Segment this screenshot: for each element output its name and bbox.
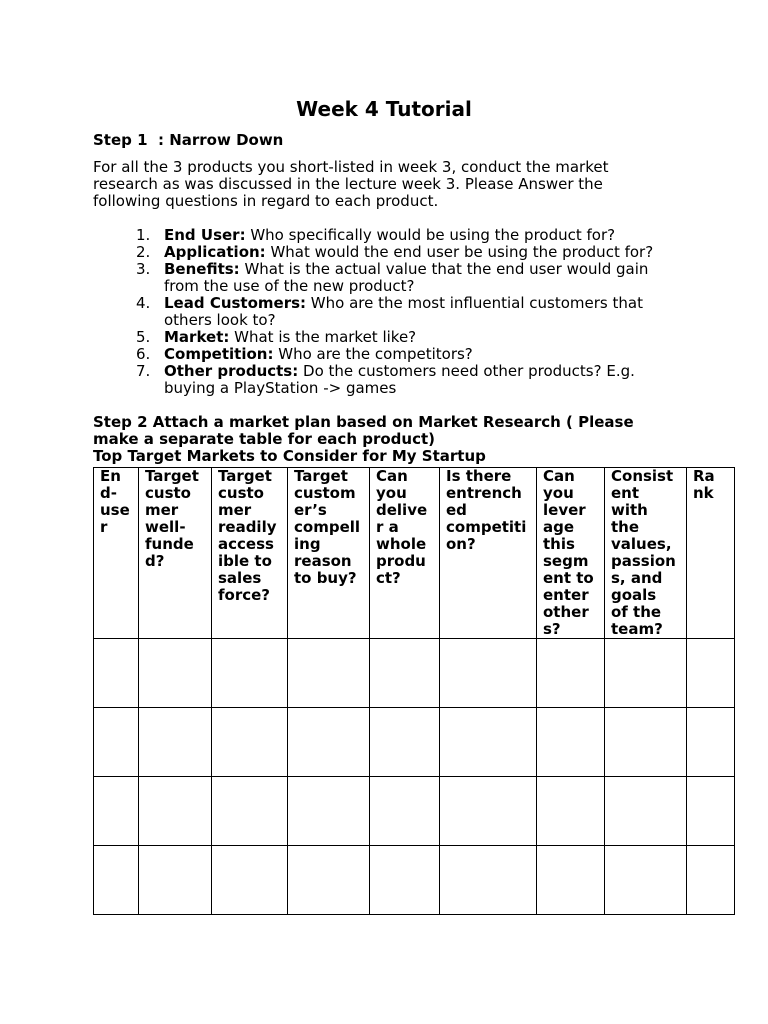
table-cell: [94, 639, 139, 708]
column-header-text: entrench: [446, 484, 522, 502]
column-header-text: Can: [543, 467, 575, 485]
question-number: 2.: [136, 243, 151, 261]
table-cell: [537, 846, 605, 915]
column-header-text: funde: [145, 535, 194, 553]
column-header-text: passion: [611, 552, 676, 570]
table-cell: [605, 846, 687, 915]
column-header-text: force?: [218, 586, 270, 604]
table-cell: [212, 639, 288, 708]
table-cell: [288, 777, 370, 846]
column-header-text: Consist: [611, 467, 674, 485]
table-cell: [139, 639, 212, 708]
question-number: 5.: [136, 328, 151, 346]
table-cell: [212, 846, 288, 915]
intro-line: For all the 3 products you short-listed in week 3, conduct the market: [93, 158, 609, 176]
question-item: [136, 329, 696, 346]
column-header-text: use: [100, 501, 130, 519]
table-cell: [537, 639, 605, 708]
column-header: [212, 468, 288, 639]
table-cell: [440, 639, 537, 708]
question-text: from the use of the new product?: [164, 277, 415, 295]
column-header-text: Target: [218, 467, 272, 485]
table-cell: [94, 708, 139, 777]
step2-heading: [93, 414, 733, 465]
column-header-text: nk: [693, 484, 714, 502]
column-header: [139, 468, 212, 639]
column-header-text: age: [543, 518, 575, 536]
column-header-text: you: [543, 484, 574, 502]
table-cell: [212, 708, 288, 777]
column-header: [94, 468, 139, 639]
question-item: [136, 363, 696, 397]
column-header-text: readily: [218, 518, 277, 536]
intro-paragraph: [93, 159, 693, 210]
table-cell: [212, 777, 288, 846]
table-row: [94, 846, 735, 915]
table-cell: [370, 846, 440, 915]
column-header-text: En: [100, 467, 121, 485]
table-cell: [370, 708, 440, 777]
column-header-text: Can: [376, 467, 408, 485]
table-cell: [370, 639, 440, 708]
question-number: 3.: [136, 260, 151, 278]
table-cell: [440, 708, 537, 777]
column-header-text: reason: [294, 552, 352, 570]
column-header-text: mer: [145, 501, 179, 519]
column-header-text: the: [611, 518, 640, 536]
column-header-text: er’s: [294, 501, 327, 519]
question-text: Do the customers need other products? E.g.: [298, 362, 635, 380]
question-label: Other products:: [164, 362, 299, 380]
column-header-text: to buy?: [294, 569, 357, 587]
column-header-text: ent: [611, 484, 640, 502]
column-header-text: custo: [218, 484, 264, 502]
question-text: others look to?: [164, 311, 276, 329]
table-cell: [94, 777, 139, 846]
column-header: [440, 468, 537, 639]
column-header: [288, 468, 370, 639]
step1-heading: Step 1 : Narrow Down: [93, 131, 284, 149]
table-cell: [605, 708, 687, 777]
table-row: [94, 777, 735, 846]
column-header-text: d?: [145, 552, 165, 570]
column-header-text: r a: [376, 518, 399, 536]
column-header-text: whole: [376, 535, 427, 553]
column-header-text: access: [218, 535, 274, 553]
column-header-text: ing: [294, 535, 321, 553]
table-cell: [370, 777, 440, 846]
column-header-text: mer: [218, 501, 252, 519]
column-header-text: d-: [100, 484, 117, 502]
column-header-text: custom: [294, 484, 356, 502]
column-header-text: enter: [543, 586, 589, 604]
question-list: [136, 227, 696, 397]
column-header-text: sales: [218, 569, 262, 587]
question-label: Market:: [164, 328, 230, 346]
step2-line: make a separate table for each product): [93, 430, 435, 448]
column-header-text: delive: [376, 501, 428, 519]
column-header-text: well-: [145, 518, 186, 536]
page-title: Week 4 Tutorial: [296, 97, 472, 121]
question-item: [136, 244, 696, 261]
column-header-text: segm: [543, 552, 589, 570]
question-label: Benefits:: [164, 260, 240, 278]
column-header-text: team?: [611, 620, 663, 638]
column-header-text: you: [376, 484, 407, 502]
column-header-text: other: [543, 603, 589, 621]
step2-line: Step 2 Attach a market plan based on Market Research ( Please: [93, 413, 634, 431]
column-header-text: ent to: [543, 569, 594, 587]
column-header-text: produ: [376, 552, 426, 570]
column-header-text: ct?: [376, 569, 401, 587]
column-header-text: lever: [543, 501, 586, 519]
target-markets-table: [93, 467, 735, 915]
column-header: [537, 468, 605, 639]
question-label: Lead Customers:: [164, 294, 307, 312]
question-label: Application:: [164, 243, 266, 261]
column-header-text: with: [611, 501, 648, 519]
table-cell: [687, 777, 735, 846]
question-number: 4.: [136, 294, 151, 312]
question-item: [136, 346, 696, 363]
column-header-text: on?: [446, 535, 476, 553]
question-text: What would the end user be using the product for?: [265, 243, 654, 261]
question-number: 7.: [136, 362, 151, 380]
column-header-text: Target: [145, 467, 199, 485]
table-cell: [288, 639, 370, 708]
table-header-row: [94, 468, 735, 639]
table-cell: [537, 777, 605, 846]
table-cell: [687, 639, 735, 708]
table-cell: [139, 708, 212, 777]
question-label: Competition:: [164, 345, 274, 363]
column-header-text: custo: [145, 484, 191, 502]
question-text: buying a PlayStation -> games: [164, 379, 397, 397]
column-header-text: goals: [611, 586, 657, 604]
table-cell: [687, 846, 735, 915]
question-item: [136, 227, 696, 244]
table-cell: [440, 846, 537, 915]
question-text: What is the market like?: [229, 328, 417, 346]
table-cell: [288, 708, 370, 777]
question-item: [136, 295, 696, 329]
column-header-text: Is there: [446, 467, 512, 485]
column-header-text: Ra: [693, 467, 715, 485]
table-cell: [687, 708, 735, 777]
column-header-text: ible to: [218, 552, 272, 570]
question-text: Who specifically would be using the product for?: [245, 226, 616, 244]
column-header-text: s, and: [611, 569, 663, 587]
table-row: [94, 639, 735, 708]
column-header-text: competiti: [446, 518, 527, 536]
table-cell: [605, 639, 687, 708]
question-text: Who are the competitors?: [273, 345, 473, 363]
table-cell: [605, 777, 687, 846]
question-label: End User:: [164, 226, 246, 244]
table-cell: [139, 777, 212, 846]
column-header: [605, 468, 687, 639]
column-header: [687, 468, 735, 639]
intro-line: research as was discussed in the lecture week 3. Please Answer the: [93, 175, 603, 193]
column-header-text: compell: [294, 518, 361, 536]
table-caption: Top Target Markets to Consider for My Startup: [93, 447, 486, 465]
column-header: [370, 468, 440, 639]
question-number: 1.: [136, 226, 151, 244]
table-cell: [94, 846, 139, 915]
column-header-text: r: [100, 518, 108, 536]
table-body: [94, 639, 735, 915]
intro-line: following questions in regard to each product.: [93, 192, 439, 210]
question-text: Who are the most influential customers that: [306, 294, 643, 312]
question-text: What is the actual value that the end user would gain: [239, 260, 649, 278]
column-header-text: s?: [543, 620, 561, 638]
table-row: [94, 708, 735, 777]
table-cell: [440, 777, 537, 846]
column-header-text: Target: [294, 467, 348, 485]
table-cell: [288, 846, 370, 915]
question-number: 6.: [136, 345, 151, 363]
column-header-text: ed: [446, 501, 467, 519]
table-cell: [537, 708, 605, 777]
question-item: [136, 261, 696, 295]
column-header-text: values,: [611, 535, 672, 553]
table-cell: [139, 846, 212, 915]
column-header-text: of the: [611, 603, 662, 621]
column-header-text: this: [543, 535, 575, 553]
